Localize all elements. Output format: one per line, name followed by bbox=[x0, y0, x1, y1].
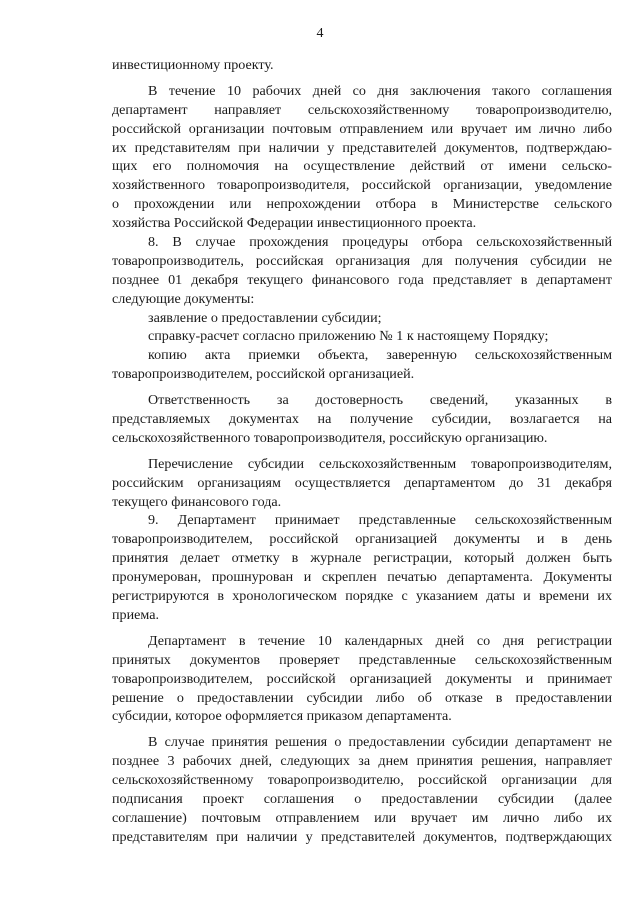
text-line: российской организации почтовым отправлением или вручает им лично либо bbox=[112, 120, 612, 137]
text-line: товаропроизводителем, российской организацией. bbox=[112, 366, 415, 383]
text-line: Перечисление субсидии сельскохозяйственным товаропроизводителям, bbox=[148, 455, 612, 472]
text-line: Департамент в течение 10 календарных дней со дня регистрации bbox=[148, 632, 612, 649]
text-line: сельскохозяйственного товаропроизводителя, российскую организацию. bbox=[112, 429, 548, 446]
text-line: Ответственность за достоверность сведений, указанных в bbox=[148, 392, 612, 409]
text-line: подписания проект соглашения о предоставлении субсидии (далее bbox=[112, 790, 612, 807]
text-line: копию акта приемки объекта, заверенную сельскохозяйственным bbox=[148, 347, 612, 364]
text-line: принятых документов проверяет представленные сельскохозяйственным bbox=[112, 651, 612, 668]
text-line: принятия делает отметку в журнале регистрации, который должен быть bbox=[112, 550, 612, 567]
text-line: представителям при наличии у представителей документов, подтверждающих bbox=[112, 828, 612, 845]
text-line: приема. bbox=[112, 606, 159, 623]
text-line: щих его полномочия на осуществление действий от имени сельско- bbox=[112, 158, 612, 175]
document-body bbox=[112, 56, 612, 847]
text-line: инвестиционному проекту. bbox=[112, 57, 274, 73]
text-line: о прохождении или непрохождении отбора в Министерстве сельского bbox=[112, 196, 612, 213]
text-line: товаропроизводителем, российской организацией документы и в день bbox=[112, 531, 612, 548]
text-line: 8. В случае прохождения процедуры отбора сельскохозяйственный bbox=[148, 234, 612, 251]
text-line: представляемых документах на получение субсидии, возлагается на bbox=[112, 411, 612, 428]
text-line: решение о предоставлении субсидии либо об отказе в предоставлении bbox=[112, 689, 612, 706]
text-line: российским организациям осуществляется департаментом до 31 декабря bbox=[112, 474, 612, 491]
text-line: их представителям при наличии у представителей документов, подтверждаю- bbox=[112, 139, 612, 156]
text-line: департамент направляет сельскохозяйственному товаропроизводителю, bbox=[112, 101, 612, 118]
text-line: товаропроизводитель, российская организация для получения субсидии не bbox=[112, 252, 612, 269]
text-line: заявление о предоставлении субсидии; bbox=[148, 309, 382, 326]
text-line: текущего финансового года. bbox=[112, 493, 282, 510]
text-line: хозяйства Российской Федерации инвестиционного проекта. bbox=[112, 215, 477, 232]
text-line: пронумерован, прошнурован и скреплен печатью департамента. Документы bbox=[112, 569, 612, 586]
text-line: субсидии, которое оформляется приказом департамента. bbox=[112, 708, 452, 725]
text-line: В течение 10 рабочих дней со дня заключения такого соглашения bbox=[148, 82, 612, 99]
text-line: В случае принятия решения о предоставлении субсидии департамент не bbox=[148, 734, 612, 751]
text-line: товаропроизводителем, российской организацией документы и принимает bbox=[112, 670, 612, 687]
text-line: позднее 01 декабря текущего финансового года представляет в департамент bbox=[112, 271, 612, 288]
text-line: позднее 3 рабочих дней, следующих за днем принятия решения, направляет bbox=[112, 753, 612, 770]
text-line: сельскохозяйственному товаропроизводителю, российской организации для bbox=[112, 772, 612, 789]
text-line: соглашение) почтовым отправлением или вручает им лично либо их bbox=[112, 809, 612, 826]
text-line: регистрируются в хронологическом порядке с указанием даты и времени их bbox=[112, 588, 612, 605]
text-line: 9. Департамент принимает представленные сельскохозяйственным bbox=[148, 512, 612, 529]
text-line: следующие документы: bbox=[112, 290, 255, 307]
page-number: 4 bbox=[316, 26, 324, 41]
text-line: справку-расчет согласно приложению № 1 к настоящему Порядку; bbox=[148, 328, 549, 345]
text-line: хозяйственного товаропроизводителя, российской организации, уведомление bbox=[112, 177, 612, 194]
